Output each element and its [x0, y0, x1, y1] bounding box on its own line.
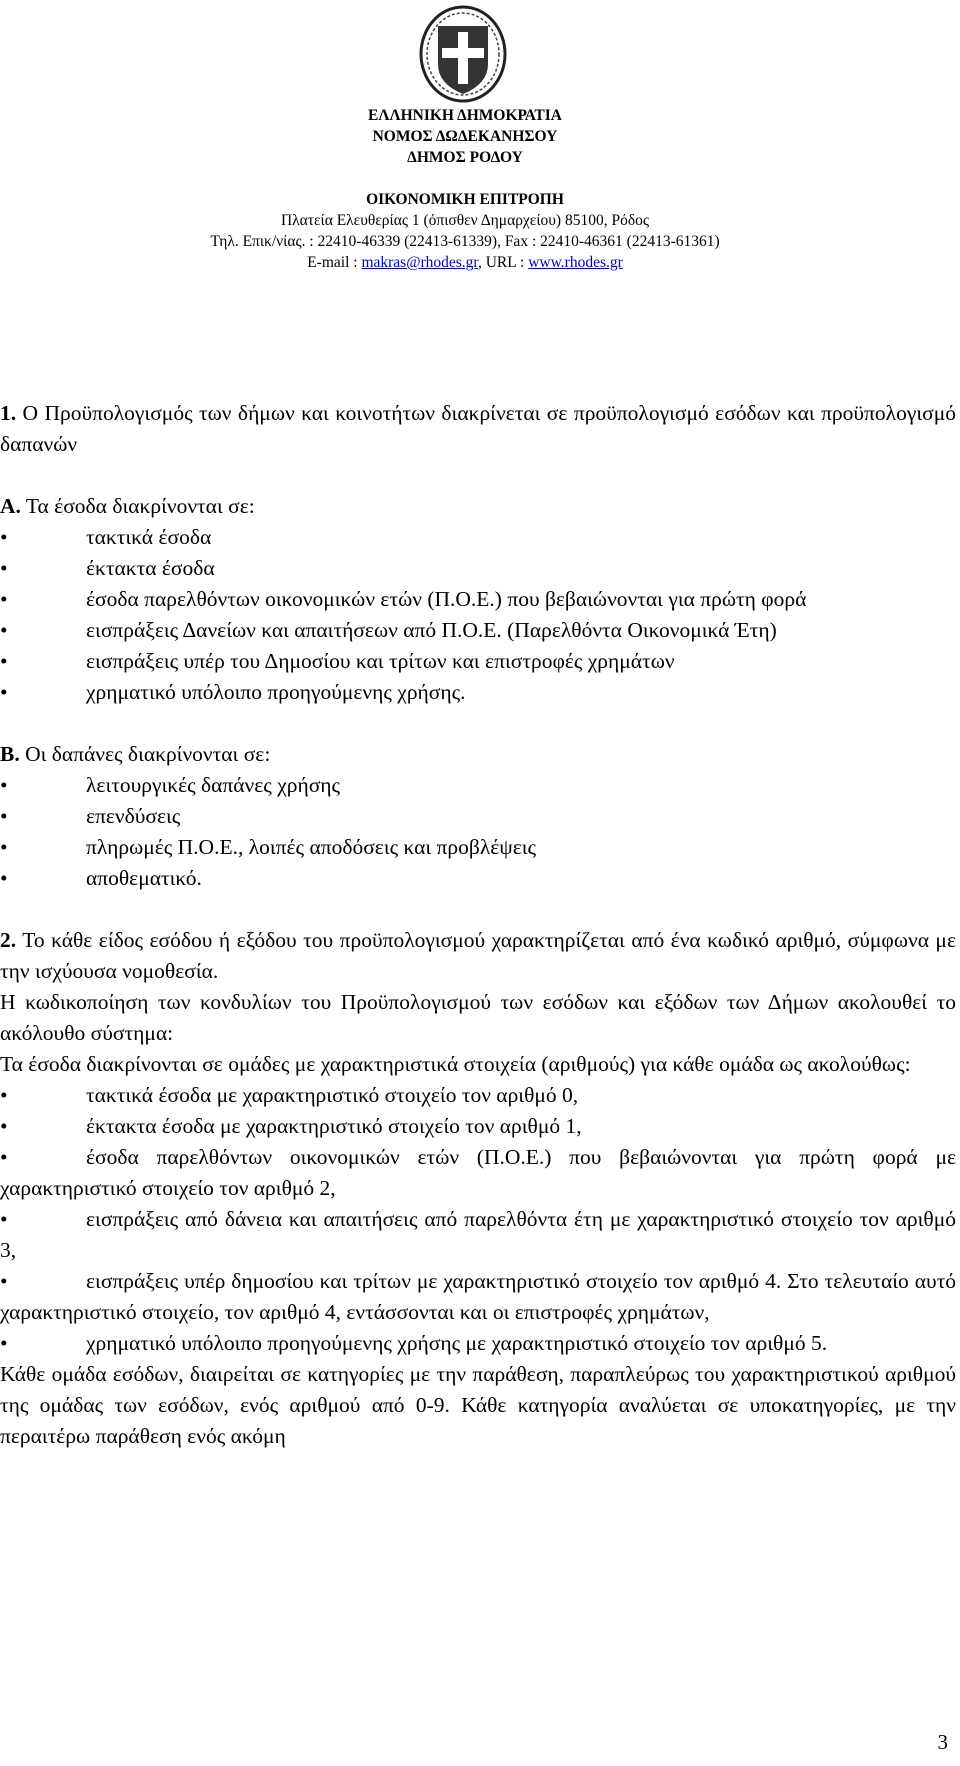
- section-1: [0, 398, 956, 460]
- list-item-text: αποθεματικό.: [86, 866, 202, 890]
- header-phone: Τηλ. Επικ/νίας. : 22410-46339 (22413-61339), Fax : 22410-46361 (22413-61361): [210, 233, 720, 250]
- section-b-intro: [0, 739, 956, 770]
- list-item: [0, 1142, 956, 1204]
- header-address: Πλατεία Ελευθερίας 1 (όπισθεν Δημαρχείου) 85100, Ρόδος: [280, 212, 650, 229]
- bullet-icon: •: [0, 1114, 8, 1138]
- paragraph: Κάθε ομάδα εσόδων, διαιρείται σε κατηγορίες με την παράθεση, παραπλεύρως του χαρακτηριστικού αριθμού της ομάδας των εσόδων, ενός αριθμού από 0-9. Κάθε κατηγορία αναλύεται σε υποκατηγορίες, με την περαιτέρω παράθεση ενός ακόμη: [0, 1362, 956, 1448]
- section-a-intro: [0, 491, 956, 522]
- document-body: [0, 398, 956, 1452]
- email-label: E-mail :: [307, 254, 362, 271]
- list-item: [0, 615, 956, 646]
- list-item-text: εισπράξεις Δανείων και απαιτήσεων από Π.Ο.Ε. (Παρελθόντα Οικονομικά Έτη): [86, 618, 777, 642]
- bullet-icon: •: [0, 1145, 8, 1169]
- bullet-icon: •: [0, 866, 8, 890]
- section-a-label: Α.: [0, 494, 21, 518]
- list-item: [0, 832, 956, 863]
- greek-cross-emblem-icon: [418, 4, 508, 104]
- bullet-icon: •: [0, 835, 8, 859]
- bullet-icon: •: [0, 1331, 8, 1355]
- list-item-text: επενδύσεις: [86, 804, 181, 828]
- list-item: [0, 1328, 956, 1359]
- list-item-text: τακτικά έσοδα με χαρακτηριστικό στοιχείο τον αριθμό 0,: [86, 1083, 579, 1107]
- list-item: [0, 770, 956, 801]
- url-link[interactable]: www.rhodes.gr: [528, 254, 623, 271]
- page-number: 3: [937, 1730, 948, 1754]
- list-item: [0, 1266, 956, 1328]
- list-item-text: λειτουργικές δαπάνες χρήσης: [86, 773, 341, 797]
- list-item-text: εισπράξεις υπέρ δημοσίου και τρίτων με χαρακτηριστικό στοιχείο τον αριθμό 4. Στο τελευταίο αυτό χαρακτηριστικό στοιχείο, τον αριθμό 4, εντάσσονται και οι επιστροφές χρημάτων,: [0, 1269, 956, 1324]
- list-item-text: έσοδα παρελθόντων οικονομικών ετών (Π.Ο.Ε.) που βεβαιώνονται για πρώτη φορά με χαρακτηριστικό στοιχείο τον αριθμό 2,: [0, 1145, 956, 1200]
- list-item-text: εισπράξεις από δάνεια και απαιτήσεις από παρελθόντα έτη με χαρακτηριστικό στοιχείο τον αριθμό 3,: [0, 1207, 956, 1262]
- section-b-intro-text: Οι δαπάνες διακρίνονται σε:: [19, 742, 271, 766]
- section-2: [0, 925, 956, 987]
- list-item: [0, 646, 956, 677]
- list-item-text: έκτακτα έσοδα: [86, 556, 215, 580]
- bullet-icon: •: [0, 680, 8, 704]
- header-prefecture: ΝΟΜΟΣ ΔΩΔΕΚΑΝΗΣΟΥ: [372, 128, 558, 145]
- section-a-intro-text: Τα έσοδα διακρίνονται σε:: [20, 494, 255, 518]
- list-item: [0, 677, 956, 708]
- bullet-icon: •: [0, 587, 8, 611]
- list-item-text: τακτικά έσοδα: [86, 525, 212, 549]
- bullet-icon: •: [0, 1083, 8, 1107]
- list-item-text: έκτακτα έσοδα με χαρακτηριστικό στοιχείο τον αριθμό 1,: [86, 1114, 582, 1138]
- list-item-text: χρηματικό υπόλοιπο προηγούμενης χρήσης.: [86, 680, 466, 704]
- list-item-text: εισπράξεις υπέρ του Δημοσίου και τρίτων και επιστροφές χρημάτων: [86, 649, 675, 673]
- bullet-icon: •: [0, 1269, 8, 1293]
- section-1-text: Ο Προϋπολογισμός των δήμων και κοινοτήτων διακρίνεται σε προϋπολογισμό εσόδων και προϋπολογισμό δαπανών: [0, 401, 956, 456]
- list-item: [0, 801, 956, 832]
- list-item-text: έσοδα παρελθόντων οικονομικών ετών (Π.Ο.Ε.) που βεβαιώνονται για πρώτη φορά: [86, 587, 807, 611]
- list-item-text: πληρωμές Π.Ο.Ε., λοιπές αποδόσεις και προβλέψεις: [86, 835, 537, 859]
- paragraph: Η κωδικοποίηση των κονδυλίων του Προϋπολογισμού των εσόδων και εξόδων των Δήμων ακολουθεί το ακόλουθο σύστημα:: [0, 990, 956, 1045]
- bullet-icon: •: [0, 804, 8, 828]
- bullet-icon: •: [0, 773, 8, 797]
- list-item: [0, 584, 956, 615]
- section-1-number: 1.: [0, 401, 17, 425]
- paragraph: Τα έσοδα διακρίνονται σε ομάδες με χαρακτηριστικά στοιχεία (αριθμούς) για κάθε ομάδα ως ακολούθως:: [0, 1052, 911, 1076]
- header-municipality: ΔΗΜΟΣ ΡΟΔΟΥ: [407, 149, 523, 166]
- bullet-icon: •: [0, 618, 8, 642]
- header-committee: ΟΙΚΟΝΟΜΙΚΗ ΕΠΙΤΡΟΠΗ: [366, 191, 564, 208]
- bullet-icon: •: [0, 556, 8, 580]
- list-item: [0, 1204, 956, 1266]
- list-item: [0, 1080, 956, 1111]
- list-item: [0, 522, 956, 553]
- url-label: , URL :: [477, 254, 529, 271]
- email-link[interactable]: makras@rhodes.gr: [361, 254, 478, 271]
- bullet-icon: •: [0, 649, 8, 673]
- list-item: [0, 863, 956, 894]
- bullet-icon: •: [0, 525, 8, 549]
- header-country: ΕΛΛΗΝΙΚΗ ΔΗΜΟΚΡΑΤΙΑ: [368, 107, 562, 124]
- section-b-label: Β.: [0, 742, 20, 766]
- list-item: [0, 553, 956, 584]
- bullet-icon: •: [0, 1207, 8, 1231]
- list-item-text: χρηματικό υπόλοιπο προηγούμενης χρήσης με χαρακτηριστικό στοιχείο τον αριθμό 5.: [86, 1331, 828, 1355]
- list-item: [0, 1111, 956, 1142]
- section-2-number: 2.: [0, 928, 17, 952]
- header-contact: [0, 253, 930, 273]
- section-2-text: Το κάθε είδος εσόδου ή εξόδου του προϋπολογισμού χαρακτηρίζεται από ένα κωδικό αριθμό, σύμφωνα με την ισχύουσα νομοθεσία.: [0, 928, 956, 983]
